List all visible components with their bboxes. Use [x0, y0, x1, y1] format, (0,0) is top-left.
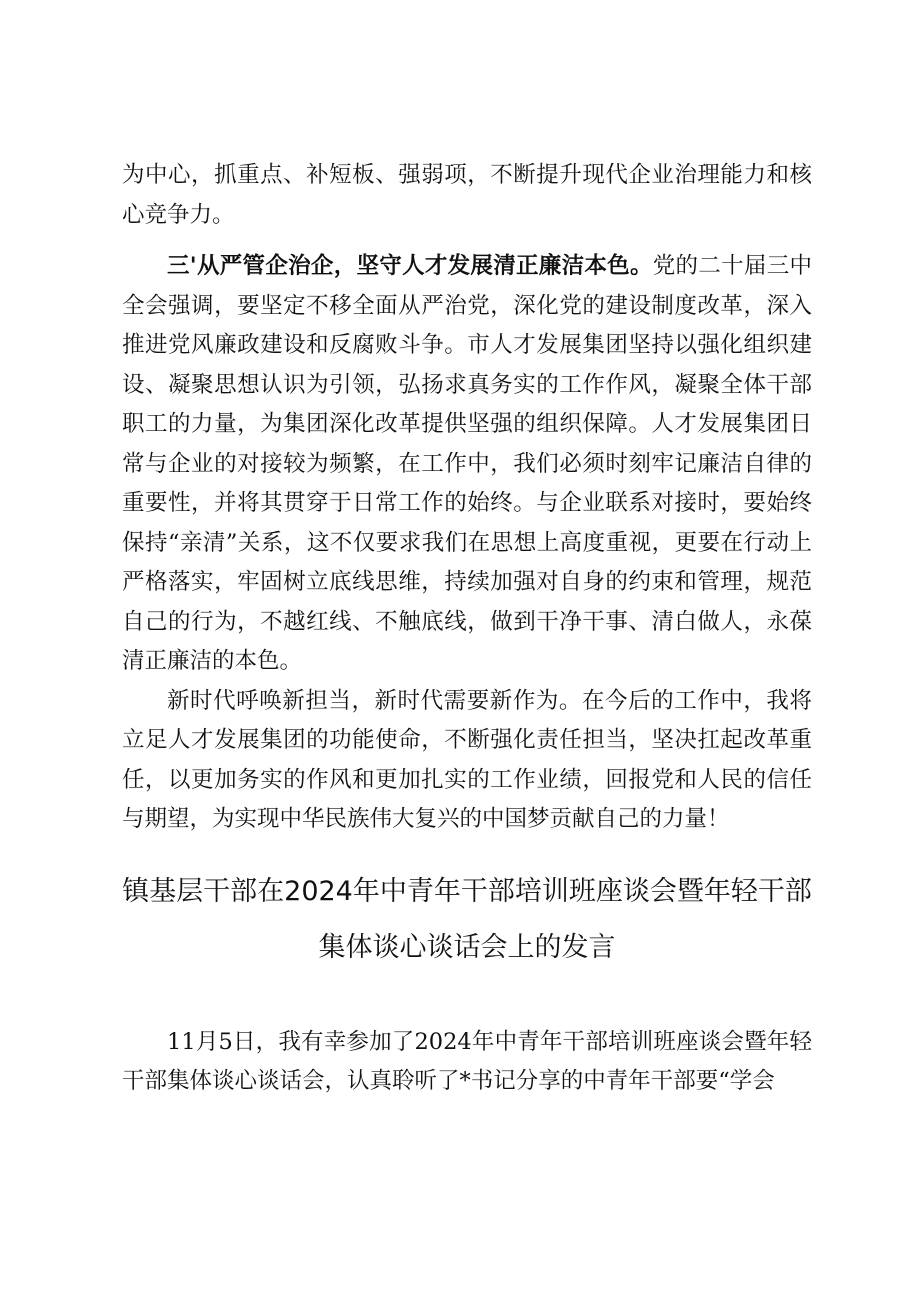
paragraph-speech-opening: 11月5日，我有幸参加了2024年中青年干部培训班座谈会暨年轻干部集体谈心谈话会，认真聆听了*书记分享的中青年干部要“学会 — [122, 1028, 812, 1094]
paragraph-conclusion: 新时代呼唤新担当，新时代需要新作为。在今后的工作中，我将立足人才发展集团的功能使命，不断强化责任担当，坚决扛起改革重任，以更加务实的作风和更加扎实的工作业绩，回报党和人民的信任与期望，为实现中华民族伟大复兴的中国梦贡献自己的力量！ — [122, 687, 812, 832]
paragraph-continued: 为中心，抓重点、补短板、强弱项，不断提升现代企业治理能力和核心竞争力。 — [122, 162, 812, 228]
paragraph-body-text: 党的二十届三中全会强调，要坚定不移全面从严治党，深化党的建设制度改革，深入推进党风廉政建设和反腐败斗争。市人才发展集团坚持以强化组织建设、凝聚思想认识为引领，弘扬求真务实的工作作风，凝聚全体干部职工的力量，为集团深化改革提供坚强的组织保障。人才发展集团日常与企业的对接较为频繁，在工作中，我们必须时刻牢记廉洁自律的重要性，并将其贯穿于日常工作的始终。与企业联系对接时，要始终保持“亲清”关系，这不仅要求我们在思想上高度重视，更要在行动上严格落实，牢固树立底线思维，持续加强对自身的约束和管理，规范自己的行为，不越红线、不触底线，做到干净干事、清白做人，永葆清正廉洁的本色。 — [122, 253, 812, 674]
document-body — [122, 156, 812, 1102]
paragraph-integrity — [122, 247, 812, 682]
paragraph-lead-heading: 三'从严管企治企，坚守人才发展清正廉洁本色。 — [167, 253, 653, 279]
speech-title: 镇基层干部在2024年中青年干部培训班座谈会暨年轻干部集体谈心谈话会上的发言 — [122, 875, 812, 963]
